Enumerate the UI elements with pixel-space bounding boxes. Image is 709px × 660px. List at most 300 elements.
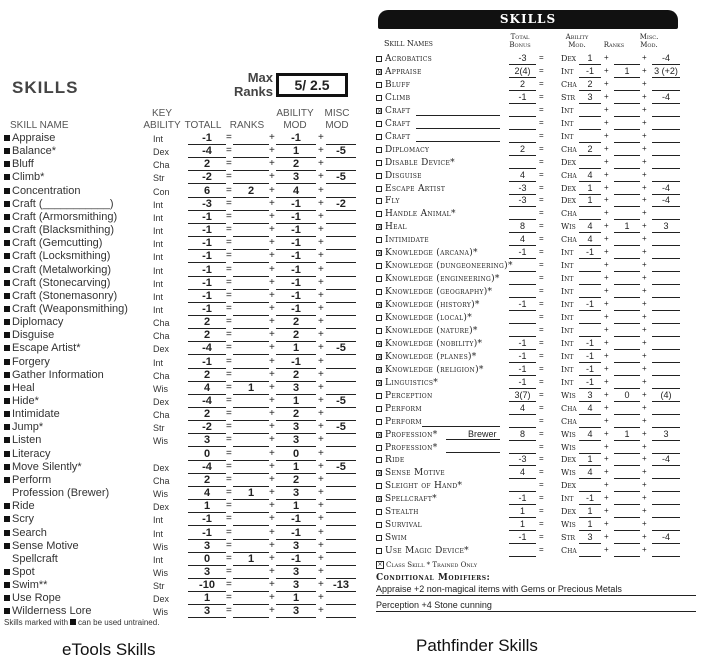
misc-mod-field[interactable] bbox=[326, 408, 356, 421]
ranks-field[interactable] bbox=[614, 92, 640, 104]
misc-mod-field[interactable]: -4 bbox=[652, 454, 680, 466]
ability-mod-field[interactable]: -1 bbox=[579, 364, 601, 376]
ranks-field[interactable] bbox=[233, 237, 269, 250]
total-bonus-field[interactable]: 2 bbox=[509, 144, 536, 156]
misc-mod-field[interactable]: -4 bbox=[652, 532, 680, 544]
total-bonus-field[interactable]: -3 bbox=[509, 183, 536, 195]
class-skill-checkbox[interactable] bbox=[376, 198, 382, 204]
misc-mod-field[interactable] bbox=[326, 316, 356, 329]
ability-mod-field[interactable]: -1 bbox=[276, 553, 316, 566]
misc-mod-field[interactable] bbox=[326, 487, 356, 500]
total-field[interactable]: -1 bbox=[188, 224, 226, 237]
class-skill-checkbox[interactable] bbox=[376, 483, 382, 489]
ability-mod-field[interactable] bbox=[579, 312, 601, 324]
ranks-field[interactable] bbox=[614, 545, 640, 557]
ability-mod-field[interactable]: 3 bbox=[579, 92, 601, 104]
ranks-field[interactable] bbox=[233, 171, 269, 184]
ability-mod-field[interactable]: 3 bbox=[276, 605, 316, 618]
total-field[interactable]: -1 bbox=[188, 513, 226, 526]
ability-mod-field[interactable]: -1 bbox=[276, 513, 316, 526]
total-bonus-field[interactable]: 2(4) bbox=[509, 66, 536, 78]
total-field[interactable]: 4 bbox=[188, 382, 226, 395]
ability-mod-field[interactable]: 1 bbox=[579, 53, 601, 65]
ability-mod-field[interactable]: 2 bbox=[579, 144, 601, 156]
misc-mod-field[interactable] bbox=[652, 79, 680, 91]
ability-mod-field[interactable]: -1 bbox=[276, 264, 316, 277]
class-skill-checkbox[interactable] bbox=[376, 160, 382, 166]
ability-mod-field[interactable]: 3 bbox=[276, 382, 316, 395]
total-field[interactable]: -1 bbox=[188, 356, 226, 369]
total-bonus-field[interactable] bbox=[509, 105, 536, 117]
class-skill-checkbox[interactable] bbox=[376, 393, 382, 399]
class-skill-checkbox[interactable] bbox=[376, 186, 382, 192]
total-bonus-field[interactable]: -3 bbox=[509, 195, 536, 207]
total-field[interactable]: -1 bbox=[188, 237, 226, 250]
misc-mod-field[interactable] bbox=[652, 299, 680, 311]
ability-mod-field[interactable]: 4 bbox=[579, 170, 601, 182]
ranks-field[interactable] bbox=[233, 264, 269, 277]
ranks-field[interactable] bbox=[614, 532, 640, 544]
misc-mod-field[interactable] bbox=[326, 448, 356, 461]
ranks-field[interactable] bbox=[614, 351, 640, 363]
misc-mod-field[interactable] bbox=[652, 118, 680, 130]
ranks-field[interactable] bbox=[233, 342, 269, 355]
ranks-field[interactable] bbox=[614, 286, 640, 298]
ability-mod-field[interactable]: 1 bbox=[579, 195, 601, 207]
misc-mod-field[interactable] bbox=[652, 338, 680, 350]
ability-mod-field[interactable]: -1 bbox=[276, 224, 316, 237]
total-bonus-field[interactable] bbox=[509, 273, 536, 285]
total-bonus-field[interactable]: -1 bbox=[509, 92, 536, 104]
class-skill-checkbox[interactable] bbox=[376, 419, 382, 425]
ranks-field[interactable] bbox=[233, 527, 269, 540]
ability-mod-field[interactable]: -1 bbox=[579, 338, 601, 350]
ability-mod-field[interactable] bbox=[579, 105, 601, 117]
misc-mod-field[interactable] bbox=[326, 185, 356, 198]
ranks-field[interactable] bbox=[233, 500, 269, 513]
ranks-field[interactable] bbox=[233, 158, 269, 171]
ability-mod-field[interactable]: 3 bbox=[579, 390, 601, 402]
ranks-field[interactable] bbox=[614, 157, 640, 169]
total-field[interactable]: 3 bbox=[188, 566, 226, 579]
total-bonus-field[interactable]: 1 bbox=[509, 506, 536, 518]
misc-mod-field[interactable]: -5 bbox=[326, 395, 356, 408]
total-field[interactable]: 1 bbox=[188, 592, 226, 605]
ranks-field[interactable] bbox=[233, 369, 269, 382]
total-field[interactable]: 2 bbox=[188, 474, 226, 487]
misc-mod-field[interactable]: -4 bbox=[652, 92, 680, 104]
total-bonus-field[interactable] bbox=[509, 208, 536, 220]
total-field[interactable]: -1 bbox=[188, 527, 226, 540]
total-bonus-field[interactable] bbox=[509, 118, 536, 130]
ranks-field[interactable] bbox=[614, 260, 640, 272]
ability-mod-field[interactable] bbox=[579, 131, 601, 143]
ability-mod-field[interactable] bbox=[579, 260, 601, 272]
total-bonus-field[interactable]: 1 bbox=[509, 519, 536, 531]
misc-mod-field[interactable] bbox=[326, 224, 356, 237]
total-bonus-field[interactable] bbox=[509, 260, 536, 272]
ranks-field[interactable] bbox=[614, 493, 640, 505]
ranks-field[interactable] bbox=[614, 364, 640, 376]
ability-mod-field[interactable]: -1 bbox=[276, 303, 316, 316]
total-bonus-field[interactable] bbox=[509, 545, 536, 557]
total-bonus-field[interactable]: -1 bbox=[509, 377, 536, 389]
total-bonus-field[interactable]: -3 bbox=[509, 454, 536, 466]
misc-mod-field[interactable] bbox=[652, 506, 680, 518]
ranks-field[interactable] bbox=[233, 513, 269, 526]
misc-mod-field[interactable] bbox=[326, 329, 356, 342]
total-bonus-field[interactable] bbox=[509, 312, 536, 324]
ranks-field[interactable] bbox=[614, 416, 640, 428]
ability-mod-field[interactable]: 2 bbox=[579, 79, 601, 91]
misc-mod-field[interactable] bbox=[326, 434, 356, 447]
ranks-field[interactable] bbox=[614, 454, 640, 466]
ranks-field[interactable] bbox=[614, 131, 640, 143]
ranks-field[interactable] bbox=[614, 247, 640, 259]
misc-mod-field[interactable] bbox=[326, 303, 356, 316]
class-skill-checkbox[interactable] bbox=[376, 328, 382, 334]
misc-mod-field[interactable] bbox=[652, 325, 680, 337]
ability-mod-field[interactable]: 1 bbox=[579, 454, 601, 466]
specialty-line[interactable] bbox=[416, 141, 500, 142]
class-skill-checkbox[interactable]: × bbox=[377, 340, 383, 348]
misc-mod-field[interactable]: -4 bbox=[652, 183, 680, 195]
ability-mod-field[interactable]: 1 bbox=[276, 500, 316, 513]
ranks-field[interactable] bbox=[233, 211, 269, 224]
total-bonus-field[interactable]: 8 bbox=[509, 221, 536, 233]
ability-mod-field[interactable]: -1 bbox=[276, 198, 316, 211]
ability-mod-field[interactable]: -1 bbox=[579, 377, 601, 389]
misc-mod-field[interactable] bbox=[326, 132, 356, 145]
total-bonus-field[interactable]: -1 bbox=[509, 493, 536, 505]
ranks-field[interactable] bbox=[233, 421, 269, 434]
class-skill-checkbox[interactable] bbox=[376, 406, 382, 412]
class-skill-checkbox[interactable]: × bbox=[377, 68, 383, 76]
total-bonus-field[interactable]: -1 bbox=[509, 532, 536, 544]
ability-mod-field[interactable]: 2 bbox=[276, 369, 316, 382]
ranks-field[interactable] bbox=[233, 145, 269, 158]
ranks-field[interactable] bbox=[614, 170, 640, 182]
total-field[interactable]: 1 bbox=[188, 500, 226, 513]
ability-mod-field[interactable]: -1 bbox=[276, 250, 316, 263]
ranks-field[interactable]: 1 bbox=[614, 429, 640, 441]
ranks-field[interactable] bbox=[614, 299, 640, 311]
ranks-field[interactable] bbox=[233, 448, 269, 461]
misc-mod-field[interactable] bbox=[652, 234, 680, 246]
misc-mod-field[interactable] bbox=[652, 377, 680, 389]
misc-mod-field[interactable] bbox=[652, 157, 680, 169]
ability-mod-field[interactable]: 0 bbox=[276, 448, 316, 461]
ranks-field[interactable] bbox=[233, 277, 269, 290]
total-bonus-field[interactable]: -1 bbox=[509, 351, 536, 363]
ranks-field[interactable] bbox=[614, 506, 640, 518]
total-field[interactable]: -1 bbox=[188, 290, 226, 303]
class-skill-checkbox[interactable] bbox=[376, 522, 382, 528]
misc-mod-field[interactable] bbox=[326, 513, 356, 526]
ranks-field[interactable] bbox=[614, 312, 640, 324]
misc-mod-field[interactable]: -4 bbox=[652, 53, 680, 65]
ability-mod-field[interactable]: -1 bbox=[579, 299, 601, 311]
class-skill-checkbox[interactable]: × bbox=[377, 302, 383, 310]
ability-mod-field[interactable]: 3 bbox=[276, 421, 316, 434]
ranks-field[interactable] bbox=[614, 442, 640, 454]
class-skill-checkbox[interactable] bbox=[376, 147, 382, 153]
ability-mod-field[interactable]: 1 bbox=[276, 395, 316, 408]
misc-mod-field[interactable] bbox=[652, 312, 680, 324]
total-bonus-field[interactable]: -1 bbox=[509, 338, 536, 350]
ability-mod-field[interactable]: 3 bbox=[276, 171, 316, 184]
ranks-field[interactable] bbox=[614, 325, 640, 337]
total-field[interactable]: 2 bbox=[188, 329, 226, 342]
misc-mod-field[interactable] bbox=[652, 519, 680, 531]
total-field[interactable]: 2 bbox=[188, 369, 226, 382]
total-bonus-field[interactable]: 4 bbox=[509, 234, 536, 246]
ability-mod-field[interactable]: 4 bbox=[579, 234, 601, 246]
ranks-field[interactable] bbox=[233, 290, 269, 303]
class-skill-checkbox[interactable] bbox=[376, 535, 382, 541]
total-bonus-field[interactable]: -1 bbox=[509, 247, 536, 259]
specialty-line[interactable] bbox=[416, 115, 500, 116]
misc-mod-field[interactable] bbox=[326, 553, 356, 566]
ability-mod-field[interactable] bbox=[579, 545, 601, 557]
misc-mod-field[interactable]: -13 bbox=[326, 579, 356, 592]
misc-mod-field[interactable] bbox=[652, 144, 680, 156]
class-skill-checkbox[interactable]: × bbox=[377, 496, 383, 504]
misc-mod-field[interactable] bbox=[326, 474, 356, 487]
misc-mod-field[interactable] bbox=[326, 527, 356, 540]
ranks-field[interactable] bbox=[233, 250, 269, 263]
misc-mod-field[interactable] bbox=[326, 540, 356, 553]
total-field[interactable]: -1 bbox=[188, 211, 226, 224]
total-field[interactable]: -2 bbox=[188, 171, 226, 184]
specialty-line[interactable] bbox=[446, 439, 500, 440]
ability-mod-field[interactable]: 2 bbox=[276, 408, 316, 421]
ranks-field[interactable] bbox=[233, 224, 269, 237]
ability-mod-field[interactable] bbox=[579, 208, 601, 220]
misc-mod-field[interactable] bbox=[652, 416, 680, 428]
ranks-field[interactable] bbox=[614, 234, 640, 246]
total-field[interactable]: -3 bbox=[188, 198, 226, 211]
total-field[interactable]: 4 bbox=[188, 487, 226, 500]
ability-mod-field[interactable]: -1 bbox=[579, 66, 601, 78]
total-field[interactable]: 2 bbox=[188, 408, 226, 421]
ability-mod-field[interactable] bbox=[579, 442, 601, 454]
total-field[interactable]: -1 bbox=[188, 277, 226, 290]
misc-mod-field[interactable] bbox=[652, 351, 680, 363]
total-bonus-field[interactable]: 4 bbox=[509, 403, 536, 415]
ability-mod-field[interactable]: 1 bbox=[579, 506, 601, 518]
total-field[interactable]: 3 bbox=[188, 605, 226, 618]
ranks-field[interactable] bbox=[233, 592, 269, 605]
ability-mod-field[interactable]: 4 bbox=[579, 403, 601, 415]
ability-mod-field[interactable]: -1 bbox=[276, 527, 316, 540]
ability-mod-field[interactable]: 2 bbox=[276, 474, 316, 487]
total-bonus-field[interactable] bbox=[509, 286, 536, 298]
total-field[interactable]: 2 bbox=[188, 158, 226, 171]
ability-mod-field[interactable]: -1 bbox=[276, 211, 316, 224]
ability-mod-field[interactable]: 4 bbox=[276, 185, 316, 198]
total-field[interactable]: -1 bbox=[188, 250, 226, 263]
misc-mod-field[interactable] bbox=[326, 158, 356, 171]
misc-mod-field[interactable] bbox=[652, 545, 680, 557]
ability-mod-field[interactable]: -1 bbox=[276, 237, 316, 250]
misc-mod-field[interactable]: -2 bbox=[326, 198, 356, 211]
ranks-field[interactable] bbox=[614, 53, 640, 65]
ranks-field[interactable] bbox=[614, 118, 640, 130]
class-skill-checkbox[interactable]: × bbox=[377, 250, 383, 258]
ranks-field[interactable] bbox=[614, 195, 640, 207]
total-field[interactable]: -1 bbox=[188, 264, 226, 277]
class-skill-checkbox[interactable] bbox=[376, 56, 382, 62]
ability-mod-field[interactable] bbox=[579, 273, 601, 285]
ability-mod-field[interactable]: 4 bbox=[579, 467, 601, 479]
class-skill-checkbox[interactable] bbox=[376, 315, 382, 321]
ranks-field[interactable] bbox=[614, 144, 640, 156]
misc-mod-field[interactable]: 3 (+2) bbox=[652, 66, 680, 78]
misc-mod-field[interactable] bbox=[326, 356, 356, 369]
misc-mod-field[interactable]: -5 bbox=[326, 421, 356, 434]
ability-mod-field[interactable]: 1 bbox=[276, 461, 316, 474]
class-skill-checkbox[interactable] bbox=[376, 548, 382, 554]
total-field[interactable]: 6 bbox=[188, 185, 226, 198]
ability-mod-field[interactable]: 3 bbox=[276, 566, 316, 579]
total-bonus-field[interactable] bbox=[509, 442, 536, 454]
total-bonus-field[interactable]: 3(7) bbox=[509, 390, 536, 402]
ranks-field[interactable] bbox=[233, 434, 269, 447]
misc-mod-field[interactable] bbox=[326, 382, 356, 395]
total-field[interactable]: 3 bbox=[188, 434, 226, 447]
class-skill-checkbox[interactable] bbox=[376, 237, 382, 243]
ability-mod-field[interactable]: 1 bbox=[276, 145, 316, 158]
ranks-field[interactable] bbox=[614, 377, 640, 389]
misc-mod-field[interactable] bbox=[652, 170, 680, 182]
ability-mod-field[interactable]: 1 bbox=[276, 342, 316, 355]
class-skill-checkbox[interactable]: × bbox=[377, 366, 383, 374]
ranks-field[interactable] bbox=[614, 273, 640, 285]
misc-mod-field[interactable] bbox=[652, 273, 680, 285]
misc-mod-field[interactable] bbox=[652, 364, 680, 376]
ability-mod-field[interactable] bbox=[579, 325, 601, 337]
misc-mod-field[interactable] bbox=[652, 286, 680, 298]
total-bonus-field[interactable]: -1 bbox=[509, 299, 536, 311]
ability-mod-field[interactable] bbox=[579, 416, 601, 428]
ability-mod-field[interactable]: 1 bbox=[579, 183, 601, 195]
total-field[interactable]: -2 bbox=[188, 421, 226, 434]
misc-mod-field[interactable] bbox=[652, 403, 680, 415]
class-skill-checkbox[interactable] bbox=[376, 134, 382, 140]
ranks-field[interactable] bbox=[233, 408, 269, 421]
ranks-field[interactable] bbox=[614, 519, 640, 531]
misc-mod-field[interactable] bbox=[326, 605, 356, 618]
misc-mod-field[interactable] bbox=[326, 566, 356, 579]
ranks-field[interactable]: 1 bbox=[233, 487, 269, 500]
total-field[interactable]: -1 bbox=[188, 132, 226, 145]
class-skill-checkbox[interactable] bbox=[376, 211, 382, 217]
misc-mod-field[interactable]: -5 bbox=[326, 145, 356, 158]
misc-mod-field[interactable]: 3 bbox=[652, 429, 680, 441]
class-skill-checkbox[interactable] bbox=[376, 121, 382, 127]
total-bonus-field[interactable] bbox=[509, 416, 536, 428]
ranks-field[interactable] bbox=[614, 183, 640, 195]
ranks-field[interactable] bbox=[233, 132, 269, 145]
ability-mod-field[interactable]: -1 bbox=[579, 247, 601, 259]
total-field[interactable]: -4 bbox=[188, 395, 226, 408]
ability-mod-field[interactable] bbox=[579, 480, 601, 492]
total-field[interactable]: 2 bbox=[188, 316, 226, 329]
misc-mod-field[interactable]: -5 bbox=[326, 171, 356, 184]
ability-mod-field[interactable]: 2 bbox=[276, 158, 316, 171]
ability-mod-field[interactable] bbox=[579, 118, 601, 130]
total-bonus-field[interactable]: 4 bbox=[509, 467, 536, 479]
total-bonus-field[interactable]: -3 bbox=[509, 53, 536, 65]
total-field[interactable]: -4 bbox=[188, 461, 226, 474]
ranks-field[interactable] bbox=[614, 467, 640, 479]
misc-mod-field[interactable]: -5 bbox=[326, 342, 356, 355]
ability-mod-field[interactable]: 1 bbox=[276, 592, 316, 605]
ability-mod-field[interactable]: 3 bbox=[276, 540, 316, 553]
misc-mod-field[interactable] bbox=[326, 250, 356, 263]
misc-mod-field[interactable] bbox=[652, 480, 680, 492]
total-field[interactable]: -4 bbox=[188, 342, 226, 355]
misc-mod-field[interactable] bbox=[326, 369, 356, 382]
class-skill-checkbox[interactable] bbox=[376, 276, 382, 282]
ranks-field[interactable] bbox=[614, 79, 640, 91]
class-skill-checkbox[interactable]: × bbox=[377, 379, 383, 387]
misc-mod-field[interactable] bbox=[326, 290, 356, 303]
total-bonus-field[interactable]: 8 bbox=[509, 429, 536, 441]
ability-mod-field[interactable]: -1 bbox=[276, 132, 316, 145]
ranks-field[interactable] bbox=[233, 579, 269, 592]
specialty-line[interactable] bbox=[422, 426, 500, 427]
ability-mod-field[interactable]: -1 bbox=[276, 290, 316, 303]
ability-mod-field[interactable]: 2 bbox=[276, 316, 316, 329]
ranks-field[interactable]: 1 bbox=[614, 66, 640, 78]
total-bonus-field[interactable] bbox=[509, 157, 536, 169]
class-skill-checkbox[interactable] bbox=[376, 95, 382, 101]
ability-mod-field[interactable] bbox=[579, 286, 601, 298]
specialty-line[interactable] bbox=[416, 128, 500, 129]
ranks-field[interactable] bbox=[614, 403, 640, 415]
ability-mod-field[interactable]: 4 bbox=[579, 429, 601, 441]
total-bonus-field[interactable] bbox=[509, 480, 536, 492]
ability-mod-field[interactable] bbox=[579, 157, 601, 169]
ranks-field[interactable] bbox=[614, 208, 640, 220]
class-skill-checkbox[interactable] bbox=[376, 173, 382, 179]
ability-mod-field[interactable]: 3 bbox=[579, 532, 601, 544]
class-skill-checkbox[interactable] bbox=[376, 445, 382, 451]
misc-mod-field[interactable] bbox=[326, 592, 356, 605]
class-skill-checkbox[interactable]: × bbox=[377, 224, 383, 232]
misc-mod-field[interactable] bbox=[652, 247, 680, 259]
ability-mod-field[interactable]: -1 bbox=[579, 351, 601, 363]
class-skill-checkbox[interactable] bbox=[376, 509, 382, 515]
ability-mod-field[interactable]: -1 bbox=[579, 493, 601, 505]
total-field[interactable]: -4 bbox=[188, 145, 226, 158]
ranks-field[interactable] bbox=[233, 540, 269, 553]
ability-mod-field[interactable]: 1 bbox=[579, 519, 601, 531]
ability-mod-field[interactable]: 4 bbox=[579, 221, 601, 233]
misc-mod-field[interactable] bbox=[652, 208, 680, 220]
misc-mod-field[interactable] bbox=[652, 260, 680, 272]
ranks-field[interactable] bbox=[614, 105, 640, 117]
total-field[interactable]: 0 bbox=[188, 553, 226, 566]
ranks-field[interactable] bbox=[233, 198, 269, 211]
class-skill-checkbox[interactable]: × bbox=[377, 431, 383, 439]
total-field[interactable]: -10 bbox=[188, 579, 226, 592]
misc-mod-field[interactable] bbox=[326, 500, 356, 513]
misc-mod-field[interactable]: 3 bbox=[652, 221, 680, 233]
class-skill-checkbox[interactable]: × bbox=[377, 470, 383, 478]
